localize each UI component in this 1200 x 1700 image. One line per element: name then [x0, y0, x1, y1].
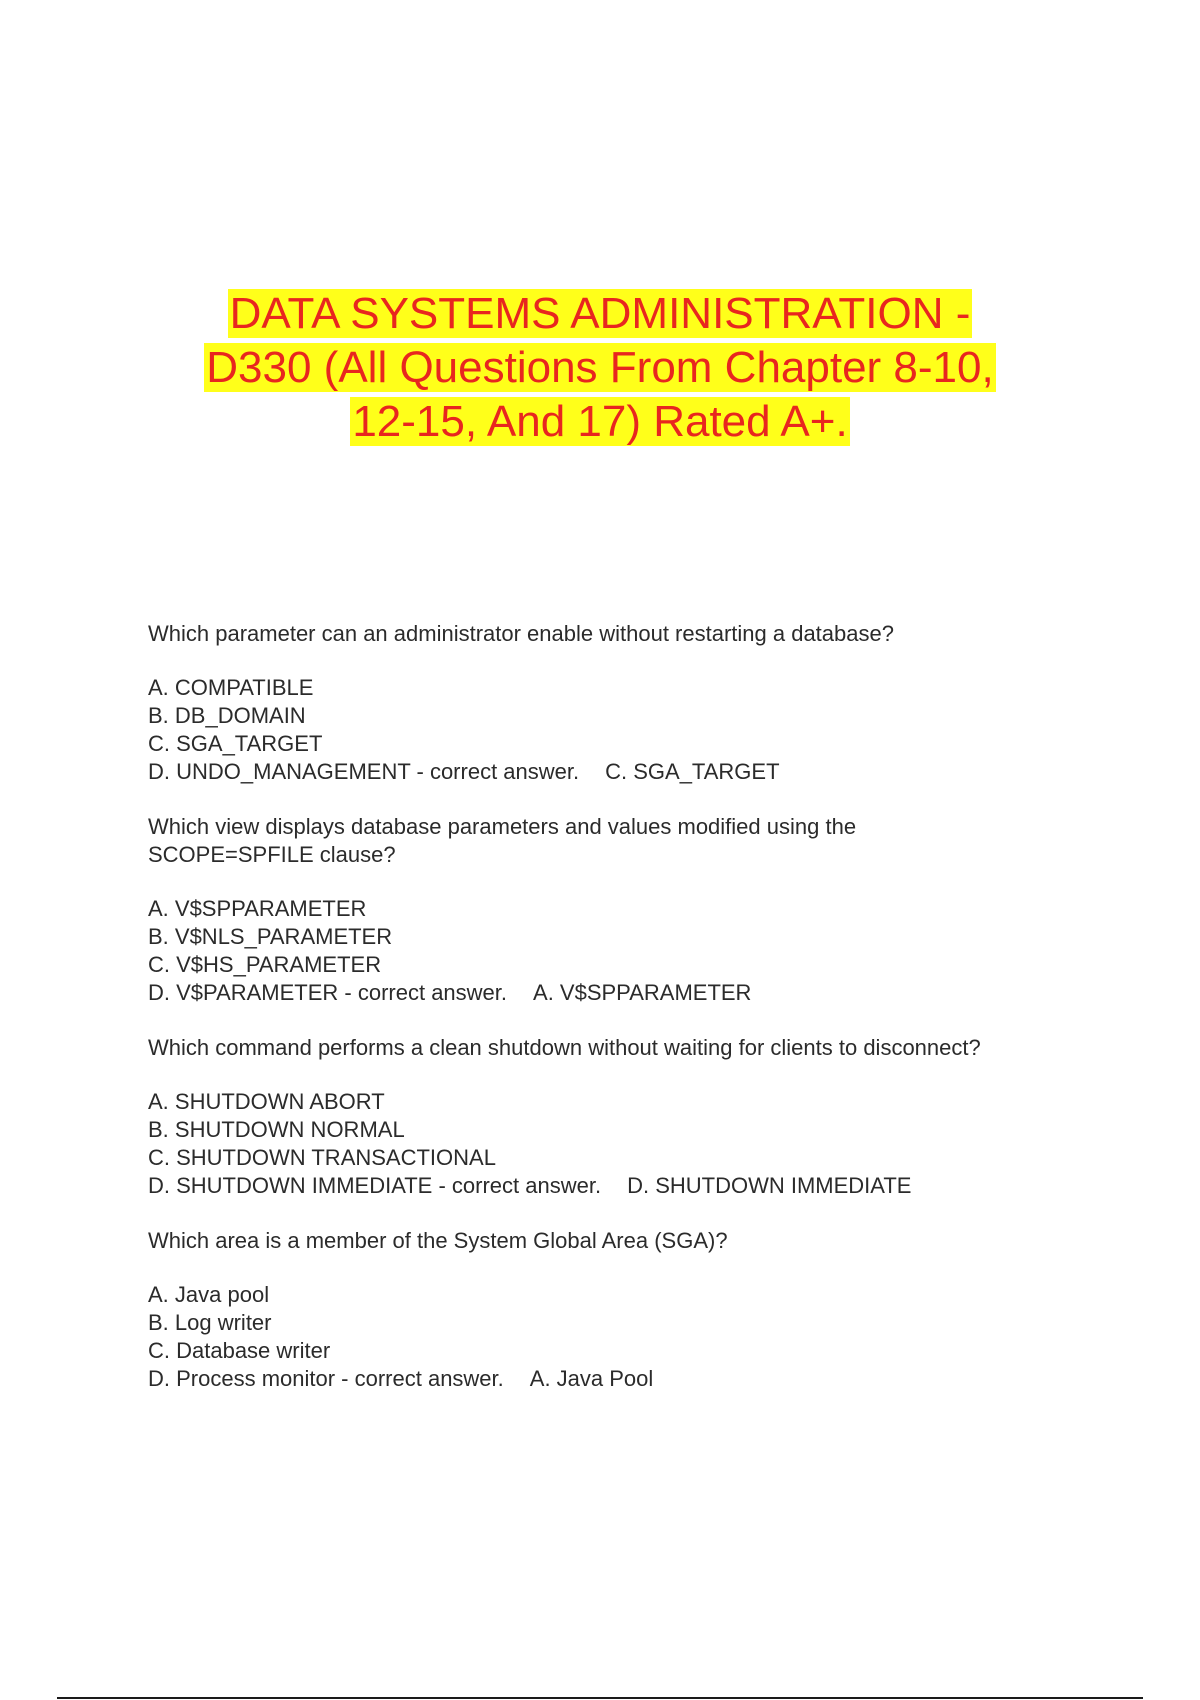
- question-block: [148, 813, 1108, 1007]
- option-c: C. Database writer: [148, 1338, 331, 1363]
- option-b: B. V$NLS_PARAMETER: [148, 924, 393, 949]
- title-line: [0, 341, 1200, 395]
- correct-answer: A. Java Pool: [529, 1366, 654, 1391]
- title-line: [0, 395, 1200, 449]
- question-text: Which command performs a clean shutdown without waiting for clients to disconnect?: [148, 1035, 981, 1060]
- title-line-text: D330 (All Questions From Chapter 8-10,: [206, 343, 994, 392]
- option-c: C. SHUTDOWN TRANSACTIONAL: [148, 1145, 496, 1170]
- title-line: [0, 287, 1200, 341]
- option-c: C. V$HS_PARAMETER: [148, 952, 382, 977]
- correct-answer: C. SGA_TARGET: [605, 759, 780, 784]
- option-d: D. UNDO_MANAGEMENT - correct answer.: [148, 759, 580, 784]
- option-d: D. SHUTDOWN IMMEDIATE - correct answer.: [148, 1173, 602, 1198]
- option-d-line: [148, 1172, 1108, 1200]
- question-list: [148, 620, 1108, 1420]
- option-d: D. Process monitor - correct answer.: [148, 1366, 504, 1391]
- correct-answer: D. SHUTDOWN IMMEDIATE: [627, 1173, 912, 1198]
- option-d-line: [148, 758, 1108, 786]
- option-a: A. COMPATIBLE: [148, 675, 314, 700]
- option-b: B. SHUTDOWN NORMAL: [148, 1117, 405, 1142]
- option-b: B. DB_DOMAIN: [148, 703, 306, 728]
- question-block: [148, 1034, 1108, 1200]
- question-text: Which parameter can an administrator enable without restarting a database?: [148, 621, 894, 646]
- option-a: A. SHUTDOWN ABORT: [148, 1089, 385, 1114]
- option-a: A. Java pool: [148, 1282, 270, 1307]
- option-d: D. V$PARAMETER - correct answer.: [148, 980, 508, 1005]
- question-block: [148, 1227, 1108, 1393]
- question-text: Which area is a member of the System Global Area (SGA)?: [148, 1228, 728, 1253]
- option-a: A. V$SPPARAMETER: [148, 896, 367, 921]
- option-b: B. Log writer: [148, 1310, 272, 1335]
- correct-answer: A. V$SPPARAMETER: [533, 980, 752, 1005]
- page-divider: [57, 1697, 1143, 1699]
- option-d-line: [148, 1365, 1108, 1393]
- document-title: [0, 287, 1200, 449]
- option-c: C. SGA_TARGET: [148, 731, 323, 756]
- option-d-line: [148, 979, 1108, 1007]
- title-line-text: DATA SYSTEMS ADMINISTRATION -: [229, 289, 971, 338]
- title-line-text: 12-15, And 17) Rated A+.: [352, 397, 848, 446]
- question-text: Which view displays database parameters and values modified using the SCOPE=SPFILE clause?: [148, 814, 857, 867]
- question-block: [148, 620, 1108, 786]
